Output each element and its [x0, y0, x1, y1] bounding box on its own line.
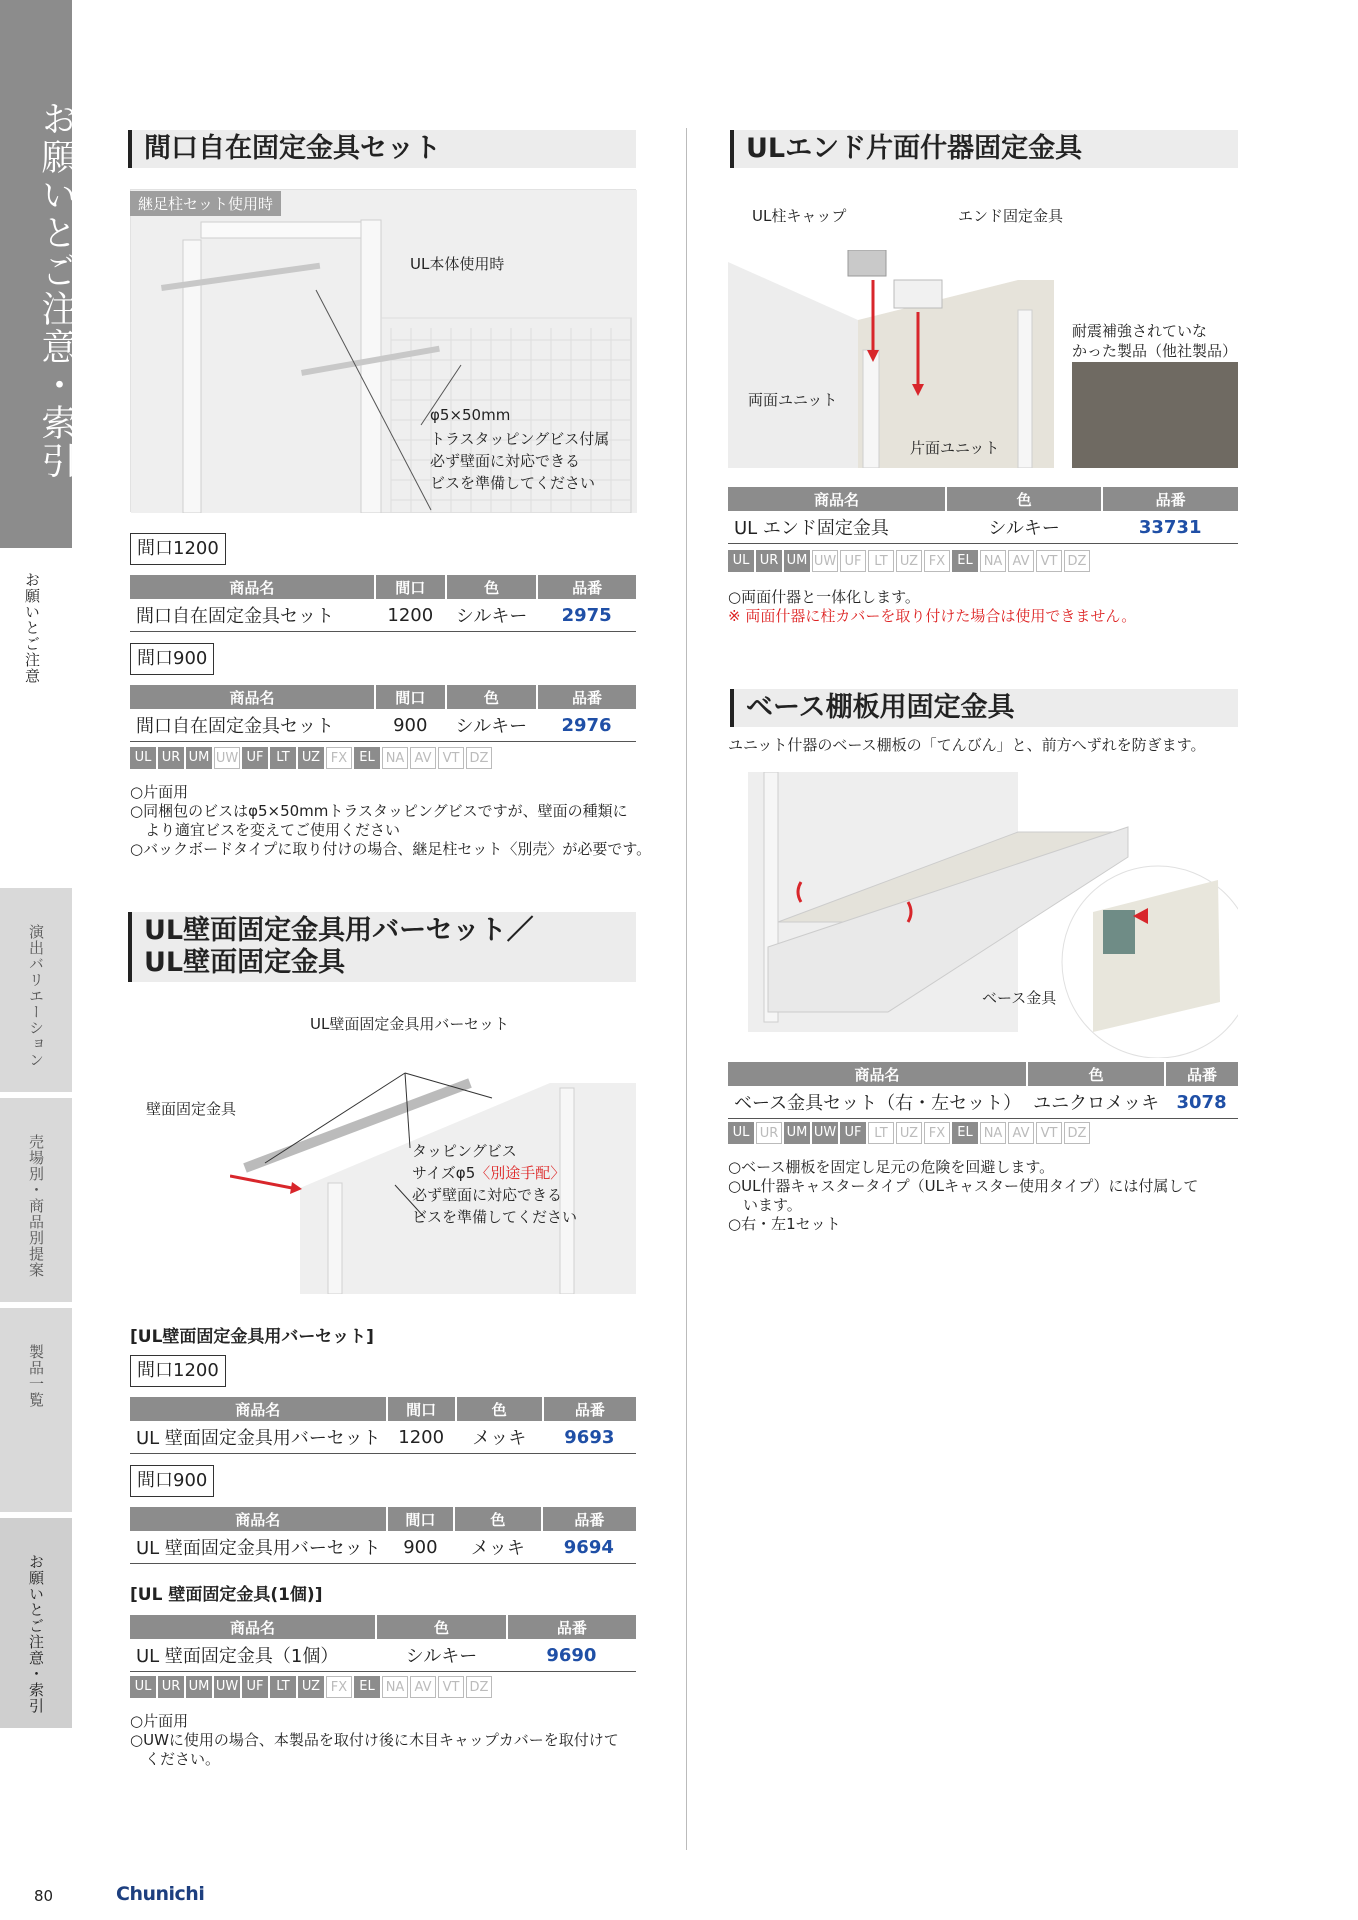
product-image: [748, 772, 1238, 1058]
image-label: UL壁面固定金具用バーセット: [310, 1015, 510, 1033]
color-value: メッキ: [454, 1531, 542, 1564]
code-chip-na: NA: [980, 1122, 1006, 1144]
note-line: ください。: [130, 1750, 221, 1768]
image-label: 必ず壁面に対応できる: [430, 452, 581, 470]
code-chip-dz: DZ: [1064, 1122, 1090, 1144]
code-chip-dz: DZ: [466, 747, 492, 769]
code-chip-na: NA: [980, 550, 1006, 572]
note-line: ○UL什器キャスタータイプ（ULキャスター使用タイプ）には付属して: [728, 1177, 1199, 1195]
code-chip-na: NA: [382, 747, 408, 769]
code-chip-fx: FX: [326, 1676, 352, 1698]
product-name: UL 壁面固定金具（1個）: [130, 1639, 376, 1672]
part-number: 2976: [537, 709, 636, 742]
table-row: [130, 1531, 636, 1564]
product-image: [728, 250, 1054, 468]
image-label: UL本体使用時: [410, 255, 505, 273]
tab-label: 売場別・商品別提案: [27, 1134, 45, 1278]
code-chip-uw: UW: [214, 747, 240, 769]
code-chip-ul: UL: [130, 747, 156, 769]
notes: [728, 1158, 1198, 1234]
product-name: 間口自在固定金具セット: [130, 599, 375, 632]
col-header: 色: [456, 1397, 543, 1421]
table-row: [130, 1639, 636, 1672]
competitor-photo: [1072, 362, 1238, 468]
width-value: 900: [375, 709, 446, 742]
code-chip-uw: UW: [812, 1122, 838, 1144]
brand-logo: Chunichi: [116, 1883, 205, 1905]
image-label: かった製品（他社製品）: [1072, 342, 1238, 360]
table-row: [130, 1421, 636, 1454]
note-line: ○同梱包のビスはφ5×50mmトラスタッピングビスですが、壁面の種類に: [130, 802, 628, 820]
code-chip-um: UM: [186, 747, 212, 769]
compatibility-codes: [130, 1676, 492, 1698]
table-row: [130, 599, 636, 632]
image-label-warning: 〈別途手配〉: [475, 1164, 566, 1182]
col-header: 色: [454, 1507, 542, 1531]
chapter-subtitle: お願いとご注意: [23, 572, 41, 684]
col-header: 品番: [543, 1397, 636, 1421]
image-label: 必ず壁面に対応できる: [412, 1186, 563, 1204]
section-title: ULエンド片面什器固定金具: [730, 130, 1238, 168]
code-chip-uz: UZ: [896, 1122, 922, 1144]
code-chip-um: UM: [784, 550, 810, 572]
code-chip-ul: UL: [728, 1122, 754, 1144]
spec-table: [728, 1062, 1238, 1119]
col-header: 色: [446, 575, 537, 599]
code-chip-lt: LT: [868, 550, 894, 572]
width-label: 間口1200: [130, 1355, 226, 1387]
width-label: 間口900: [130, 643, 214, 675]
tab-notes-index[interactable]: [0, 1518, 72, 1728]
tab-variations[interactable]: [0, 888, 72, 1092]
code-chip-av: AV: [1008, 1122, 1034, 1144]
compatibility-codes: [130, 747, 492, 769]
image-label: φ5×50mm: [430, 406, 511, 424]
code-chip-um: UM: [784, 1122, 810, 1144]
spec-table: [130, 685, 636, 742]
code-chip-na: NA: [382, 1676, 408, 1698]
compatibility-codes: [728, 550, 1090, 572]
note-line: ○両面什器と一体化します。: [728, 588, 920, 606]
code-chip-uf: UF: [840, 550, 866, 572]
image-label: UL柱キャップ: [752, 207, 847, 225]
image-label: ビスを準備してください: [412, 1208, 578, 1226]
code-chip-av: AV: [410, 747, 436, 769]
code-chip-lt: LT: [868, 1122, 894, 1144]
col-header: 商品名: [130, 1397, 387, 1421]
tab-label: お願いとご注意・索引: [27, 1554, 45, 1714]
section-title: ベース棚板用固定金具: [730, 689, 1238, 727]
part-number: 9694: [542, 1531, 636, 1564]
color-value: メッキ: [456, 1421, 543, 1454]
col-header: 間口: [387, 1397, 456, 1421]
code-chip-ur: UR: [756, 1122, 782, 1144]
column-divider: [686, 128, 687, 1850]
part-number: 3078: [1165, 1086, 1238, 1119]
product-name: UL 壁面固定金具用バーセット: [130, 1421, 387, 1454]
image-tag: 継足柱セット使用時: [130, 191, 281, 216]
code-chip-uw: UW: [812, 550, 838, 572]
col-header: 色: [446, 685, 538, 709]
note-line: ○片面用: [130, 1712, 189, 1730]
product-name: 間口自在固定金具セット: [130, 709, 375, 742]
code-chip-vt: VT: [438, 747, 464, 769]
code-chip-fx: FX: [924, 550, 950, 572]
col-header: 商品名: [130, 685, 375, 709]
warning-line: ※ 両面什器に柱カバーを取り付けた場合は使用できません。: [728, 607, 1137, 625]
color-value: ユニクロメッキ: [1027, 1086, 1165, 1119]
tab-proposals[interactable]: [0, 1098, 72, 1302]
spec-table: [130, 1507, 636, 1564]
code-chip-ur: UR: [158, 1676, 184, 1698]
col-header: 品番: [1102, 487, 1238, 511]
col-header: 色: [376, 1615, 507, 1639]
note-line: ○片面用: [130, 783, 189, 801]
width-label: 間口900: [130, 1465, 214, 1497]
col-header: 色: [1027, 1062, 1165, 1086]
code-chip-uz: UZ: [896, 550, 922, 572]
end-bracket-illustration: [728, 250, 1054, 468]
table-row: [728, 511, 1238, 544]
code-chip-fx: FX: [326, 747, 352, 769]
note-line: ○バックボードタイプに取り付けの場合、継足柱セット〈別売〉が必要です。: [130, 840, 652, 858]
product-name: UL 壁面固定金具用バーセット: [130, 1531, 387, 1564]
note-line: ○UWに使用の場合、本製品を取付け後に木目キャップカバーを取付けて: [130, 1731, 619, 1749]
product-name: UL エンド固定金具: [728, 511, 946, 544]
col-header: 商品名: [130, 1507, 387, 1531]
code-chip-ul: UL: [130, 1676, 156, 1698]
code-chip-dz: DZ: [1064, 550, 1090, 572]
section-title-line: UL壁面固定金具: [144, 947, 346, 978]
col-header: 品番: [537, 685, 636, 709]
image-label: 壁面固定金具: [146, 1100, 237, 1118]
image-label: トラスタッピングビス付属: [430, 430, 610, 448]
spec-table: [130, 1615, 636, 1672]
note-line: います。: [728, 1196, 802, 1214]
code-chip-av: AV: [410, 1676, 436, 1698]
color-value: シルキー: [446, 599, 537, 632]
code-chip-el: EL: [354, 1676, 380, 1698]
part-number: 9690: [507, 1639, 636, 1672]
col-header: 間口: [387, 1507, 455, 1531]
width-value: 1200: [375, 599, 446, 632]
lead-text: ユニット什器のベース棚板の「てんびん」と、前方へずれを防ぎます。: [728, 736, 1206, 754]
col-header: 間口: [375, 575, 446, 599]
tab-label: 演出バリエーション: [27, 924, 45, 1068]
table-row: [728, 1086, 1238, 1119]
col-header: 品番: [542, 1507, 636, 1531]
col-header: 品番: [1165, 1062, 1238, 1086]
tab-label: 製品一覧: [27, 1344, 45, 1408]
base-shelf-illustration: [748, 772, 1238, 1058]
sub-heading: [UL壁面固定金具用バーセット]: [130, 1327, 374, 1347]
code-chip-av: AV: [1008, 550, 1034, 572]
image-label-part: サイズφ5: [412, 1164, 476, 1182]
col-header: 間口: [375, 685, 446, 709]
part-number: 33731: [1102, 511, 1238, 544]
image-label: ベース金具: [982, 989, 1057, 1007]
notes: [130, 1712, 619, 1769]
col-header: 商品名: [130, 575, 375, 599]
code-chip-el: EL: [952, 1122, 978, 1144]
code-chip-dz: DZ: [466, 1676, 492, 1698]
code-chip-uf: UF: [242, 747, 268, 769]
spec-table: [728, 487, 1238, 544]
code-chip-uf: UF: [840, 1122, 866, 1144]
col-header: 商品名: [728, 1062, 1027, 1086]
color-value: シルキー: [376, 1639, 507, 1672]
section-title-line: UL壁面固定金具用バーセット／: [144, 915, 534, 946]
image-label: ビスを準備してください: [430, 474, 596, 492]
code-chip-el: EL: [952, 550, 978, 572]
spec-table: [130, 1397, 636, 1454]
spec-table: [130, 575, 636, 632]
code-chip-um: UM: [186, 1676, 212, 1698]
part-number: 2975: [537, 599, 636, 632]
code-chip-vt: VT: [438, 1676, 464, 1698]
col-header: 商品名: [728, 487, 946, 511]
code-chip-vt: VT: [1036, 1122, 1062, 1144]
product-name: ベース金具セット（右・左セット）: [728, 1086, 1027, 1119]
code-chip-ur: UR: [756, 550, 782, 572]
table-row: [130, 709, 636, 742]
image-label: 耐震補強されていな: [1072, 322, 1208, 340]
note-line: ○右・左1セット: [728, 1215, 841, 1233]
page-number: 80: [34, 1887, 54, 1905]
col-header: 商品名: [130, 1615, 376, 1639]
code-chip-uz: UZ: [298, 1676, 324, 1698]
color-value: シルキー: [946, 511, 1102, 544]
code-chip-vt: VT: [1036, 550, 1062, 572]
note-line: より適宜ビスを変えてご使用ください: [130, 821, 401, 839]
section-title: [128, 912, 636, 982]
code-chip-ul: UL: [728, 550, 754, 572]
code-chip-lt: LT: [270, 747, 296, 769]
part-number: 9693: [543, 1421, 636, 1454]
chapter-title: お願いとご注意・索引: [36, 100, 77, 480]
width-value: 900: [387, 1531, 455, 1564]
color-value: シルキー: [446, 709, 538, 742]
notes: [728, 588, 1136, 626]
sub-heading: [UL 壁面固定金具(1個)]: [130, 1585, 323, 1605]
width-value: 1200: [387, 1421, 456, 1454]
image-label: [412, 1162, 565, 1183]
code-chip-fx: FX: [924, 1122, 950, 1144]
tab-product-list[interactable]: [0, 1308, 72, 1512]
code-chip-lt: LT: [270, 1676, 296, 1698]
image-label: エンド固定金具: [958, 207, 1064, 225]
code-chip-uf: UF: [242, 1676, 268, 1698]
image-label: 片面ユニット: [910, 439, 1000, 457]
compatibility-codes: [728, 1122, 1090, 1144]
note-line: ○ベース棚板を固定し足元の危険を回避します。: [728, 1158, 1055, 1176]
col-header: 色: [946, 487, 1102, 511]
code-chip-el: EL: [354, 747, 380, 769]
code-chip-ur: UR: [158, 747, 184, 769]
code-chip-uz: UZ: [298, 747, 324, 769]
notes: [130, 783, 651, 859]
section-title: 間口自在固定金具セット: [128, 130, 636, 168]
image-label: タッピングビス: [412, 1142, 517, 1160]
image-label: 両面ユニット: [748, 391, 838, 409]
width-label: 間口1200: [130, 533, 226, 565]
col-header: 品番: [507, 1615, 636, 1639]
code-chip-uw: UW: [214, 1676, 240, 1698]
col-header: 品番: [537, 575, 636, 599]
